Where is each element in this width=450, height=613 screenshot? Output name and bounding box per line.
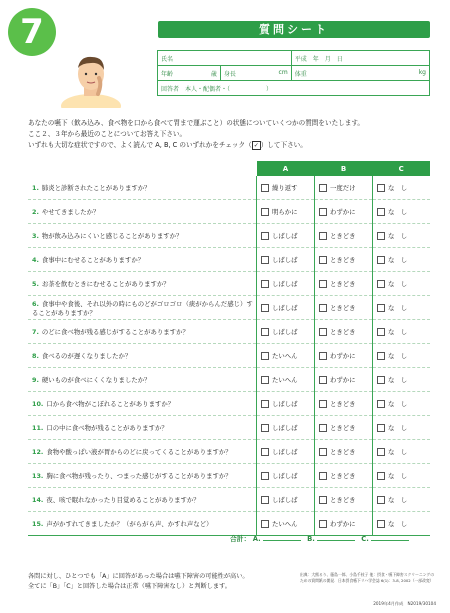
question-row — [28, 512, 430, 536]
checkbox-icon[interactable] — [319, 424, 327, 432]
question-row — [28, 200, 430, 224]
checkbox-icon[interactable] — [261, 208, 269, 216]
answer-option-label: しばしば — [272, 256, 298, 264]
answer-option-label: な し — [388, 256, 408, 264]
checkbox-icon[interactable] — [319, 328, 327, 336]
question-number: 10. — [32, 400, 44, 408]
question-text-cell — [28, 296, 257, 320]
answer-option-c[interactable] — [373, 512, 431, 536]
answer-option-label: 一度だけ — [330, 184, 356, 192]
name-field[interactable]: 氏名 — [158, 51, 292, 66]
answer-option-label: たいへん — [272, 376, 298, 384]
total-b-field[interactable] — [317, 540, 355, 541]
question-number: 11. — [32, 424, 44, 432]
age-label: 年齢 — [161, 70, 174, 78]
question-text-cell — [28, 464, 257, 488]
answer-option-label: 繰り返す — [272, 184, 298, 192]
answer-option-label: な し — [388, 472, 408, 480]
answer-option-c[interactable] — [373, 440, 431, 464]
answer-option-c[interactable] — [373, 176, 431, 200]
document-code: 2019年4月作成 N2019/30104 — [373, 601, 436, 606]
instructions-line-3-post: ）して下さい。 — [260, 141, 307, 149]
height-unit: cm — [278, 68, 288, 76]
question-number: 1. — [32, 184, 39, 192]
answer-option-c[interactable] — [373, 224, 431, 248]
answer-option-c[interactable] — [373, 272, 431, 296]
answer-option-c[interactable] — [373, 200, 431, 224]
checkbox-icon[interactable] — [261, 376, 269, 384]
answer-option-label: な し — [388, 280, 408, 288]
answer-option-label: な し — [388, 448, 408, 456]
checkbox-icon[interactable] — [261, 280, 269, 288]
checkbox-icon[interactable] — [377, 232, 385, 240]
answer-option-c[interactable] — [373, 296, 431, 320]
answer-option-label: ときどき — [330, 472, 356, 480]
answer-option-label: しばしば — [272, 424, 298, 432]
answer-option-a[interactable] — [257, 296, 315, 320]
answer-option-b[interactable] — [315, 248, 373, 272]
question-text-cell — [28, 440, 257, 464]
answer-option-label: たいへん — [272, 520, 298, 528]
question-text-cell — [28, 344, 257, 368]
question-row — [28, 392, 430, 416]
column-header-b: B — [315, 161, 373, 176]
question-text: 胸に食べ物が残ったり、つまった感じがすることがありますか？ — [46, 472, 232, 480]
question-row — [28, 344, 430, 368]
checkbox-icon[interactable] — [261, 400, 269, 408]
answer-option-b[interactable] — [315, 440, 373, 464]
age-field[interactable] — [158, 66, 221, 81]
total-c-field[interactable] — [371, 540, 409, 541]
checkbox-icon[interactable] — [261, 352, 269, 360]
question-text: 食事中にむせることがありますか？ — [41, 256, 145, 264]
question-row — [28, 368, 430, 392]
height-field[interactable] — [220, 66, 291, 81]
checkbox-icon[interactable] — [377, 280, 385, 288]
answer-option-c[interactable] — [373, 320, 431, 344]
answer-option-label: な し — [388, 232, 408, 240]
checkbox-icon[interactable] — [261, 256, 269, 264]
question-text: 声がかすれてきましたか？（がらがら声、かすれ声など） — [46, 520, 213, 528]
checkbox-icon[interactable] — [319, 472, 327, 480]
question-text: 肺炎と診断されたことがありますか？ — [41, 184, 151, 192]
answer-option-label: わずかに — [330, 208, 356, 216]
answer-option-b[interactable] — [315, 464, 373, 488]
answer-option-label: な し — [388, 520, 408, 528]
question-text: のどに食べ物が残る感じがすることがありますか？ — [41, 328, 189, 336]
answer-option-label: な し — [388, 352, 408, 360]
checkbox-icon[interactable] — [261, 472, 269, 480]
answer-option-label: な し — [388, 208, 408, 216]
column-header-c: C — [373, 161, 431, 176]
question-number: 8. — [32, 352, 39, 360]
checkmark-icon: ✓ — [253, 141, 259, 149]
question-row — [28, 320, 430, 344]
question-row — [28, 440, 430, 464]
question-text-cell — [28, 368, 257, 392]
answer-option-c[interactable] — [373, 416, 431, 440]
question-number: 15. — [32, 520, 44, 528]
answer-option-a[interactable] — [257, 416, 315, 440]
question-row — [28, 248, 430, 272]
question-text: 食物や酸っぱい液が胃からのどに戻ってくることがありますか？ — [46, 448, 232, 456]
weight-label: 体重 — [294, 70, 307, 78]
checkbox-icon[interactable] — [261, 184, 269, 192]
checkbox-icon[interactable] — [261, 520, 269, 528]
total-c-label: C. — [361, 535, 369, 543]
question-number: 2. — [32, 208, 39, 216]
answer-option-label: な し — [388, 400, 408, 408]
scoring-note-line-2: 全てに「B」「C」と回答した場合は正常（嚥下障害なし）と判断します。 — [28, 583, 231, 590]
answer-option-label: しばしば — [272, 472, 298, 480]
checkbox-icon[interactable] — [377, 424, 385, 432]
answer-option-label: しばしば — [272, 400, 298, 408]
instructions-line-2: ここ２、３年から最近のことについてお答え下さい。 — [28, 130, 187, 138]
answer-option-label: ときどき — [330, 424, 356, 432]
answer-option-label: わずかに — [330, 520, 356, 528]
answer-option-b[interactable] — [315, 272, 373, 296]
question-text-cell — [28, 224, 257, 248]
checkbox-icon[interactable] — [377, 400, 385, 408]
checkbox-icon[interactable] — [377, 448, 385, 456]
question-row — [28, 176, 430, 200]
answer-option-b[interactable] — [315, 488, 373, 512]
checkbox-icon[interactable] — [377, 376, 385, 384]
scoring-note-line-1: 各問に対し、ひとつでも「A」に回答があった場合は嚥下障害の可能性が高い。 — [28, 573, 249, 580]
instructions-line-3 — [28, 140, 428, 151]
answer-option-b[interactable] — [315, 392, 373, 416]
height-label: 身長 — [223, 70, 236, 78]
answer-option-label: な し — [388, 496, 408, 504]
question-text: 夜、咳で眠れなかったり目覚めることがありますか？ — [46, 496, 200, 504]
checkbox-icon[interactable] — [319, 448, 327, 456]
person-illustration — [58, 52, 124, 108]
question-number: 9. — [32, 376, 39, 384]
checkbox-icon[interactable] — [377, 304, 385, 312]
question-number: 5. — [32, 280, 39, 288]
weight-unit: kg — [418, 68, 426, 76]
question-text-cell — [28, 320, 257, 344]
answer-option-a[interactable] — [257, 488, 315, 512]
column-header-a: A — [257, 161, 315, 176]
checkbox-icon[interactable] — [377, 496, 385, 504]
instructions-line-1: あなたの嚥下（飲み込み、食べ物を口から食べて胃まで運ぶこと）の状態についていくつかの質問をいたします。 — [28, 119, 365, 127]
date-field[interactable]: 平成 年 月 日 — [291, 51, 429, 66]
answer-option-label: な し — [388, 184, 408, 192]
answer-option-label: 明らかに — [272, 208, 298, 216]
answer-option-c[interactable] — [373, 344, 431, 368]
question-text-cell — [28, 248, 257, 272]
totals-label: 合計： — [230, 535, 251, 543]
answer-option-b[interactable] — [315, 320, 373, 344]
checkbox-icon[interactable] — [319, 232, 327, 240]
question-number: 3. — [32, 232, 39, 240]
checkbox-icon[interactable] — [261, 328, 269, 336]
answer-option-b[interactable] — [315, 296, 373, 320]
checkbox-icon[interactable] — [377, 352, 385, 360]
question-number: 6. — [32, 299, 39, 308]
checkbox-icon[interactable] — [319, 208, 327, 216]
question-text: 食事中や食後、それ以外の時にものどがゴロゴロ（痰がからんだ感じ）することがありますか？ — [32, 299, 253, 317]
answer-option-label: な し — [388, 328, 408, 336]
answer-option-a[interactable] — [257, 176, 315, 200]
total-a-label: A. — [252, 535, 261, 543]
answer-option-b[interactable] — [315, 512, 373, 536]
question-text-cell — [28, 416, 257, 440]
checkbox-icon[interactable] — [319, 304, 327, 312]
answer-option-a[interactable] — [257, 440, 315, 464]
checkbox-icon[interactable] — [319, 256, 327, 264]
total-a-field[interactable] — [263, 540, 301, 541]
question-text-cell — [28, 512, 257, 536]
checkbox-icon[interactable] — [319, 280, 327, 288]
answer-option-label: ときどき — [330, 400, 356, 408]
answer-option-c[interactable] — [373, 368, 431, 392]
question-text: 硬いものが食べにくくなりましたか？ — [41, 376, 151, 384]
weight-field[interactable] — [291, 66, 429, 81]
answer-option-a[interactable] — [257, 272, 315, 296]
question-row — [28, 272, 430, 296]
answer-option-c[interactable] — [373, 392, 431, 416]
checkbox-icon[interactable] — [377, 208, 385, 216]
answer-option-label: ときどき — [330, 256, 356, 264]
question-row — [28, 296, 430, 320]
answer-option-label: ときどき — [330, 496, 356, 504]
question-row — [28, 488, 430, 512]
checkbox-icon[interactable] — [261, 232, 269, 240]
question-table — [28, 161, 430, 536]
checkbox-icon[interactable] — [319, 352, 327, 360]
answer-option-c[interactable] — [373, 488, 431, 512]
question-text-cell — [28, 488, 257, 512]
answer-option-label: ときどき — [330, 280, 356, 288]
instructions — [28, 118, 428, 151]
respondent-field[interactable]: 回答者 本人・配偶者・（ ） — [158, 81, 430, 96]
section-number-badge: 7 — [8, 8, 56, 56]
answer-option-label: わずかに — [330, 352, 356, 360]
checkbox-icon[interactable] — [261, 448, 269, 456]
answer-option-a[interactable] — [257, 248, 315, 272]
question-number: 12. — [32, 448, 44, 456]
answer-option-label: ときどき — [330, 448, 356, 456]
answer-option-c[interactable] — [373, 464, 431, 488]
checkbox-icon[interactable] — [319, 376, 327, 384]
question-text: 口の中に食べ物が残ることがありますか？ — [46, 424, 168, 432]
answer-option-a[interactable] — [257, 200, 315, 224]
question-text: 口から食べ物がこぼれることがありますか？ — [46, 400, 175, 408]
scoring-note — [28, 572, 290, 592]
question-column-header — [28, 161, 257, 176]
totals-row — [230, 533, 413, 543]
question-number: 7. — [32, 328, 39, 336]
answer-option-label: たいへん — [272, 352, 298, 360]
question-number: 4. — [32, 256, 39, 264]
checkbox-icon[interactable] — [319, 400, 327, 408]
answer-option-label: しばしば — [272, 328, 298, 336]
answer-option-a[interactable] — [257, 392, 315, 416]
question-text-cell — [28, 200, 257, 224]
question-row — [28, 224, 430, 248]
answer-option-label: しばしば — [272, 232, 298, 240]
answer-option-a[interactable] — [257, 224, 315, 248]
checkbox-icon[interactable] — [377, 256, 385, 264]
total-b-label: B. — [307, 535, 315, 543]
answer-option-label: しばしば — [272, 280, 298, 288]
question-text: お茶を飲むときにむせることがありますか？ — [41, 280, 170, 288]
checkbox-icon[interactable] — [261, 424, 269, 432]
answer-option-b[interactable] — [315, 200, 373, 224]
sheet-title: 質問シート — [158, 21, 430, 38]
answer-option-label: しばしば — [272, 304, 298, 312]
answer-option-a[interactable] — [257, 464, 315, 488]
age-unit: 歳 — [210, 70, 217, 78]
checkbox-icon[interactable] — [319, 520, 327, 528]
answer-option-label: しばしば — [272, 448, 298, 456]
answer-option-a[interactable] — [257, 344, 315, 368]
answer-option-b[interactable] — [315, 368, 373, 392]
answer-option-b[interactable] — [315, 176, 373, 200]
answer-option-a[interactable] — [257, 320, 315, 344]
checkbox-icon[interactable] — [377, 328, 385, 336]
checkbox-icon[interactable] — [261, 496, 269, 504]
answer-option-b[interactable] — [315, 344, 373, 368]
question-row — [28, 416, 430, 440]
question-text-cell — [28, 272, 257, 296]
question-number: 13. — [32, 472, 44, 480]
answer-option-label: ときどき — [330, 328, 356, 336]
answer-option-b[interactable] — [315, 224, 373, 248]
question-text-cell — [28, 392, 257, 416]
answer-option-label: な し — [388, 304, 408, 312]
answer-option-label: ときどき — [330, 304, 356, 312]
answer-option-label: ときどき — [330, 232, 356, 240]
answer-option-label: わずかに — [330, 376, 356, 384]
answer-option-a[interactable] — [257, 512, 315, 536]
question-text: 食べるのが遅くなりましたか？ — [41, 352, 132, 360]
checkbox-icon[interactable] — [319, 184, 327, 192]
question-text-cell — [28, 176, 257, 200]
instructions-line-3-pre: いずれも大切な症状ですので、よく読んで A, B, C のいずれかをチェック（ — [28, 141, 252, 149]
answer-option-label: な し — [388, 424, 408, 432]
source-citation: 出典：大熊るり、藤島一郎、小島千枝子 他：摂食・嚥下障害スクリーニングのための質問紙の開発．日本摂食嚥下リハ学会誌 6(1)：3-8, 2002（一部改変） — [300, 572, 435, 583]
question-row — [28, 464, 430, 488]
answer-option-label: な し — [388, 376, 408, 384]
answer-option-label: しばしば — [272, 496, 298, 504]
answer-option-c[interactable] — [373, 248, 431, 272]
patient-info-form — [157, 50, 430, 96]
checkbox-icon[interactable] — [319, 496, 327, 504]
question-number: 14. — [32, 496, 44, 504]
checkbox-icon[interactable] — [377, 472, 385, 480]
checkbox-icon[interactable] — [261, 304, 269, 312]
checkbox-icon[interactable] — [377, 184, 385, 192]
question-text: やせてきましたか？ — [41, 208, 100, 216]
answer-option-a[interactable] — [257, 368, 315, 392]
checkbox-icon[interactable] — [377, 520, 385, 528]
answer-option-b[interactable] — [315, 416, 373, 440]
question-text: 物が飲み込みにくいと感じることがありますか？ — [41, 232, 183, 240]
